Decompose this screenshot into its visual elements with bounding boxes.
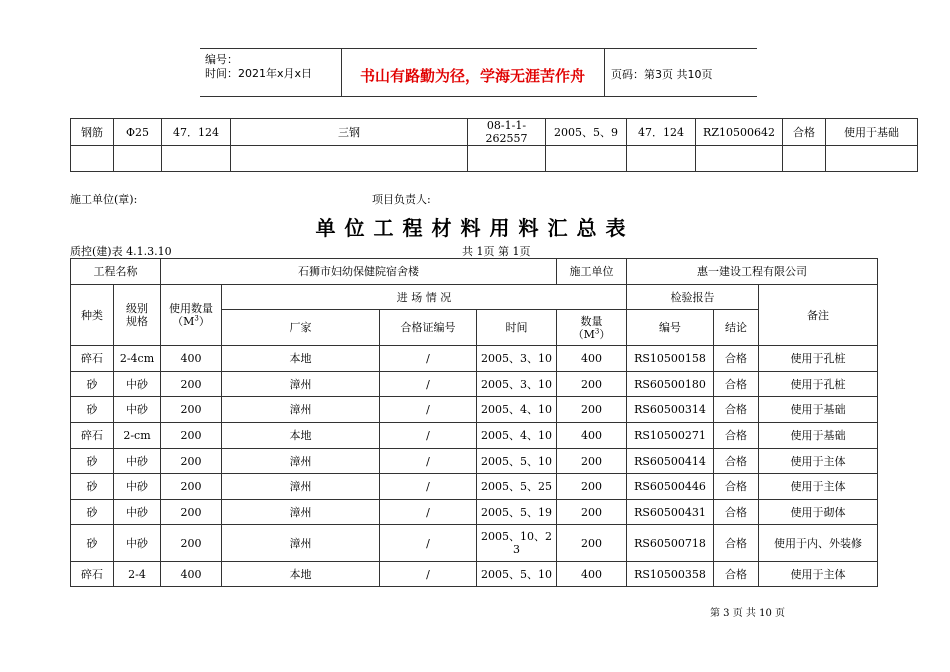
header-motto: 书山有路勤为径，学海无涯苦作舟 [359, 67, 585, 85]
cell-number: RZ10500642 [696, 119, 783, 146]
header-kind: 种类 [71, 285, 114, 346]
header-row-1 [71, 285, 878, 310]
header-bottom-rule [200, 96, 757, 97]
cell-result: 合格 [783, 119, 826, 146]
header-qty: 使用数量 $(M^3)$ [161, 285, 222, 346]
project-info-row [71, 259, 878, 285]
continuation-table [70, 118, 918, 172]
header-top-rule [200, 48, 757, 49]
header-number: 编号 [627, 310, 714, 346]
cell-factory: 三钢 [231, 119, 468, 146]
table-row: 砂 中砂 200 漳州 / 2005、5、25 200 RS60500446 合格 使用于主体 [71, 474, 878, 500]
cell-remark: 使用于基础 [826, 119, 918, 146]
cell-qty: 47．124 [162, 119, 231, 146]
builder-name: 惠一建设工程有限公司 [627, 259, 878, 285]
header-conclusion: 结论 [714, 310, 759, 346]
header-divider-right [604, 48, 605, 96]
page-footer: 第 3 页 共 10 页 [710, 608, 785, 619]
header-remark: 备注 [759, 285, 878, 346]
table-row: 砂 中砂 200 漳州 / 2005、5、10 200 RS60500414 合格 使用于主体 [71, 449, 878, 474]
table-row: 砂 中砂 200 漳州 / 2005、5、19 200 RS60500431 合格 使用于砌体 [71, 500, 878, 525]
header-amount: 数量 $(M^3)$ [557, 310, 627, 346]
construction-unit-label: 施工单位(章): [70, 193, 138, 206]
table-row: 碎石 2-4 400 本地 / 2005、5、10 400 RS10500358 合格 使用于主体 [71, 562, 878, 587]
header-entry: 进 场 情 况 [222, 285, 627, 310]
project-leader-label: 项目负责人: [372, 193, 431, 206]
header-page-info: 页码：第3页 共10页 [611, 68, 713, 81]
form-code: 质控(建)表 4.1.3.10 [70, 245, 172, 258]
cell-kind: 钢筋 [71, 119, 114, 146]
table-row: 碎石 2-cm 200 本地 / 2005、4、10 400 RS10500271 合格 使用于基础 [71, 423, 878, 449]
cell-spec: Φ25 [114, 119, 162, 146]
header-time: 时间 [477, 310, 557, 346]
table-row: 砂 中砂 200 漳州 / 2005、4、10 200 RS60500314 合格 使用于基础 [71, 397, 878, 423]
continuation-empty-row [71, 146, 918, 172]
table-row: 砂 中砂 200 漳州 / 2005、10、2 3 200 RS60500718 合格 使用于内、外装修 [71, 525, 878, 562]
page-title: 单位工程材料用料汇总表 [315, 216, 635, 240]
cell-amount: 47．124 [627, 119, 696, 146]
table-row: 碎石 2-4cm 400 本地 / 2005、3、10 400 RS10500158 合格 使用于孔桩 [71, 346, 878, 372]
header-time: 时间：2021年x月x日 [205, 67, 313, 80]
cell-time: 2005、5、9 [546, 119, 627, 146]
material-summary-table [70, 258, 878, 587]
project-name: 石狮市妇幼保健院宿舍楼 [161, 259, 557, 285]
cell-cert: 08-1-1-262557 [468, 119, 546, 146]
table-page-count: 共 1页 第 1页 [462, 245, 531, 258]
header-factory: 厂家 [222, 310, 380, 346]
table-row: 砂 中砂 200 漳州 / 2005、3、10 200 RS60500180 合格 使用于孔桩 [71, 372, 878, 397]
continuation-row [71, 119, 918, 146]
header-spec: 级别 规格 [114, 285, 161, 346]
header-report: 检验报告 [627, 285, 759, 310]
header-cert-no: 合格证编号 [380, 310, 477, 346]
builder-label: 施工单位 [557, 259, 627, 285]
header-number-label: 编号： [205, 53, 238, 66]
project-name-label: 工程名称 [71, 259, 161, 285]
